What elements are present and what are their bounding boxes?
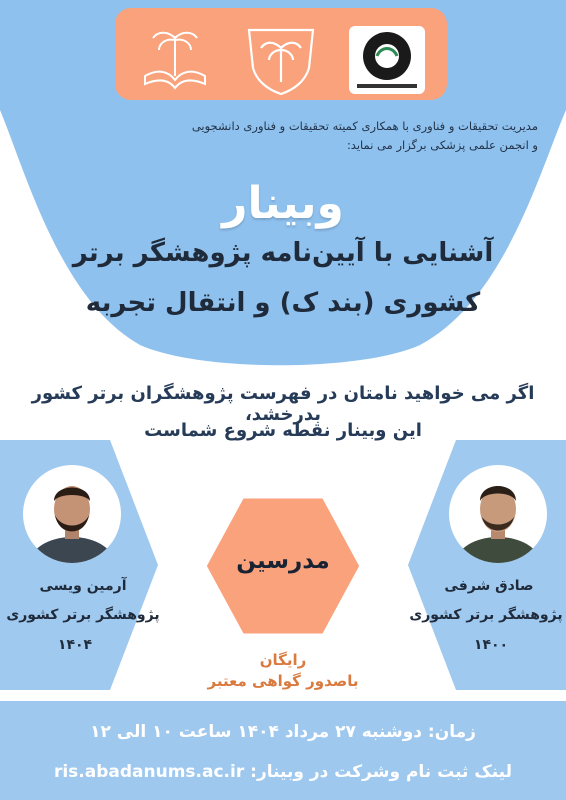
registration-link[interactable]: لینک ثبت نام وشرکت در وبینار: ris.abadanums.ac.ir <box>53 762 513 782</box>
tagline-line-1: اگر می خواهید نامتان در فهرست پژوهشگران برتر کشور بدرخشد، <box>31 383 535 425</box>
instructor-photo-right <box>449 465 547 563</box>
instructors-label: مدرسین <box>236 548 330 574</box>
instructor-name-right: صادق شرفی <box>444 578 534 594</box>
instructor-year-left: ۱۴۰۴ <box>57 637 93 653</box>
instructor-photo-left <box>23 465 121 563</box>
event-type-heading: وبینار <box>222 178 344 229</box>
instructor-title-right: پژوهشگر برتر کشوری <box>409 607 563 623</box>
palm-book-logo-icon <box>133 24 217 96</box>
logo-bar <box>115 8 447 100</box>
intro-line-2: و انجمن علمی پزشکی برگزار می نماید: <box>346 138 538 152</box>
footer-bar <box>0 701 566 800</box>
instructor-name-left: آرمین ویسی <box>39 578 127 594</box>
webinar-time: زمان: دوشنبه ۲۷ مرداد ۱۴۰۴ ساعت ۱۰ الی ۱۲ <box>90 722 476 742</box>
certificate-text: باصدور گواهی معتبر <box>207 672 359 690</box>
tagline-line-2: این وبینار نقطه شروع شماست <box>144 420 422 441</box>
intro-text <box>28 117 538 155</box>
webinar-title-line-1: آشنایی با آیین‌نامه پژوهشگر برتر <box>72 238 494 268</box>
university-shield-logo-icon <box>239 24 323 96</box>
instructor-year-right: ۱۴۰۰ <box>473 637 509 653</box>
webinar-title-line-2: کشوری (بند ک) و انتقال تجربه <box>85 288 481 318</box>
intro-line-1: مدیریت تحقیقات و فناوری با همکاری کمیته تحقیقات و فناوری دانشجویی <box>191 119 538 133</box>
free-badge-text: رایگان <box>259 651 307 669</box>
research-committee-logo-icon <box>345 24 429 96</box>
instructor-title-left: پژوهشگر برتر کشوری <box>6 607 160 623</box>
